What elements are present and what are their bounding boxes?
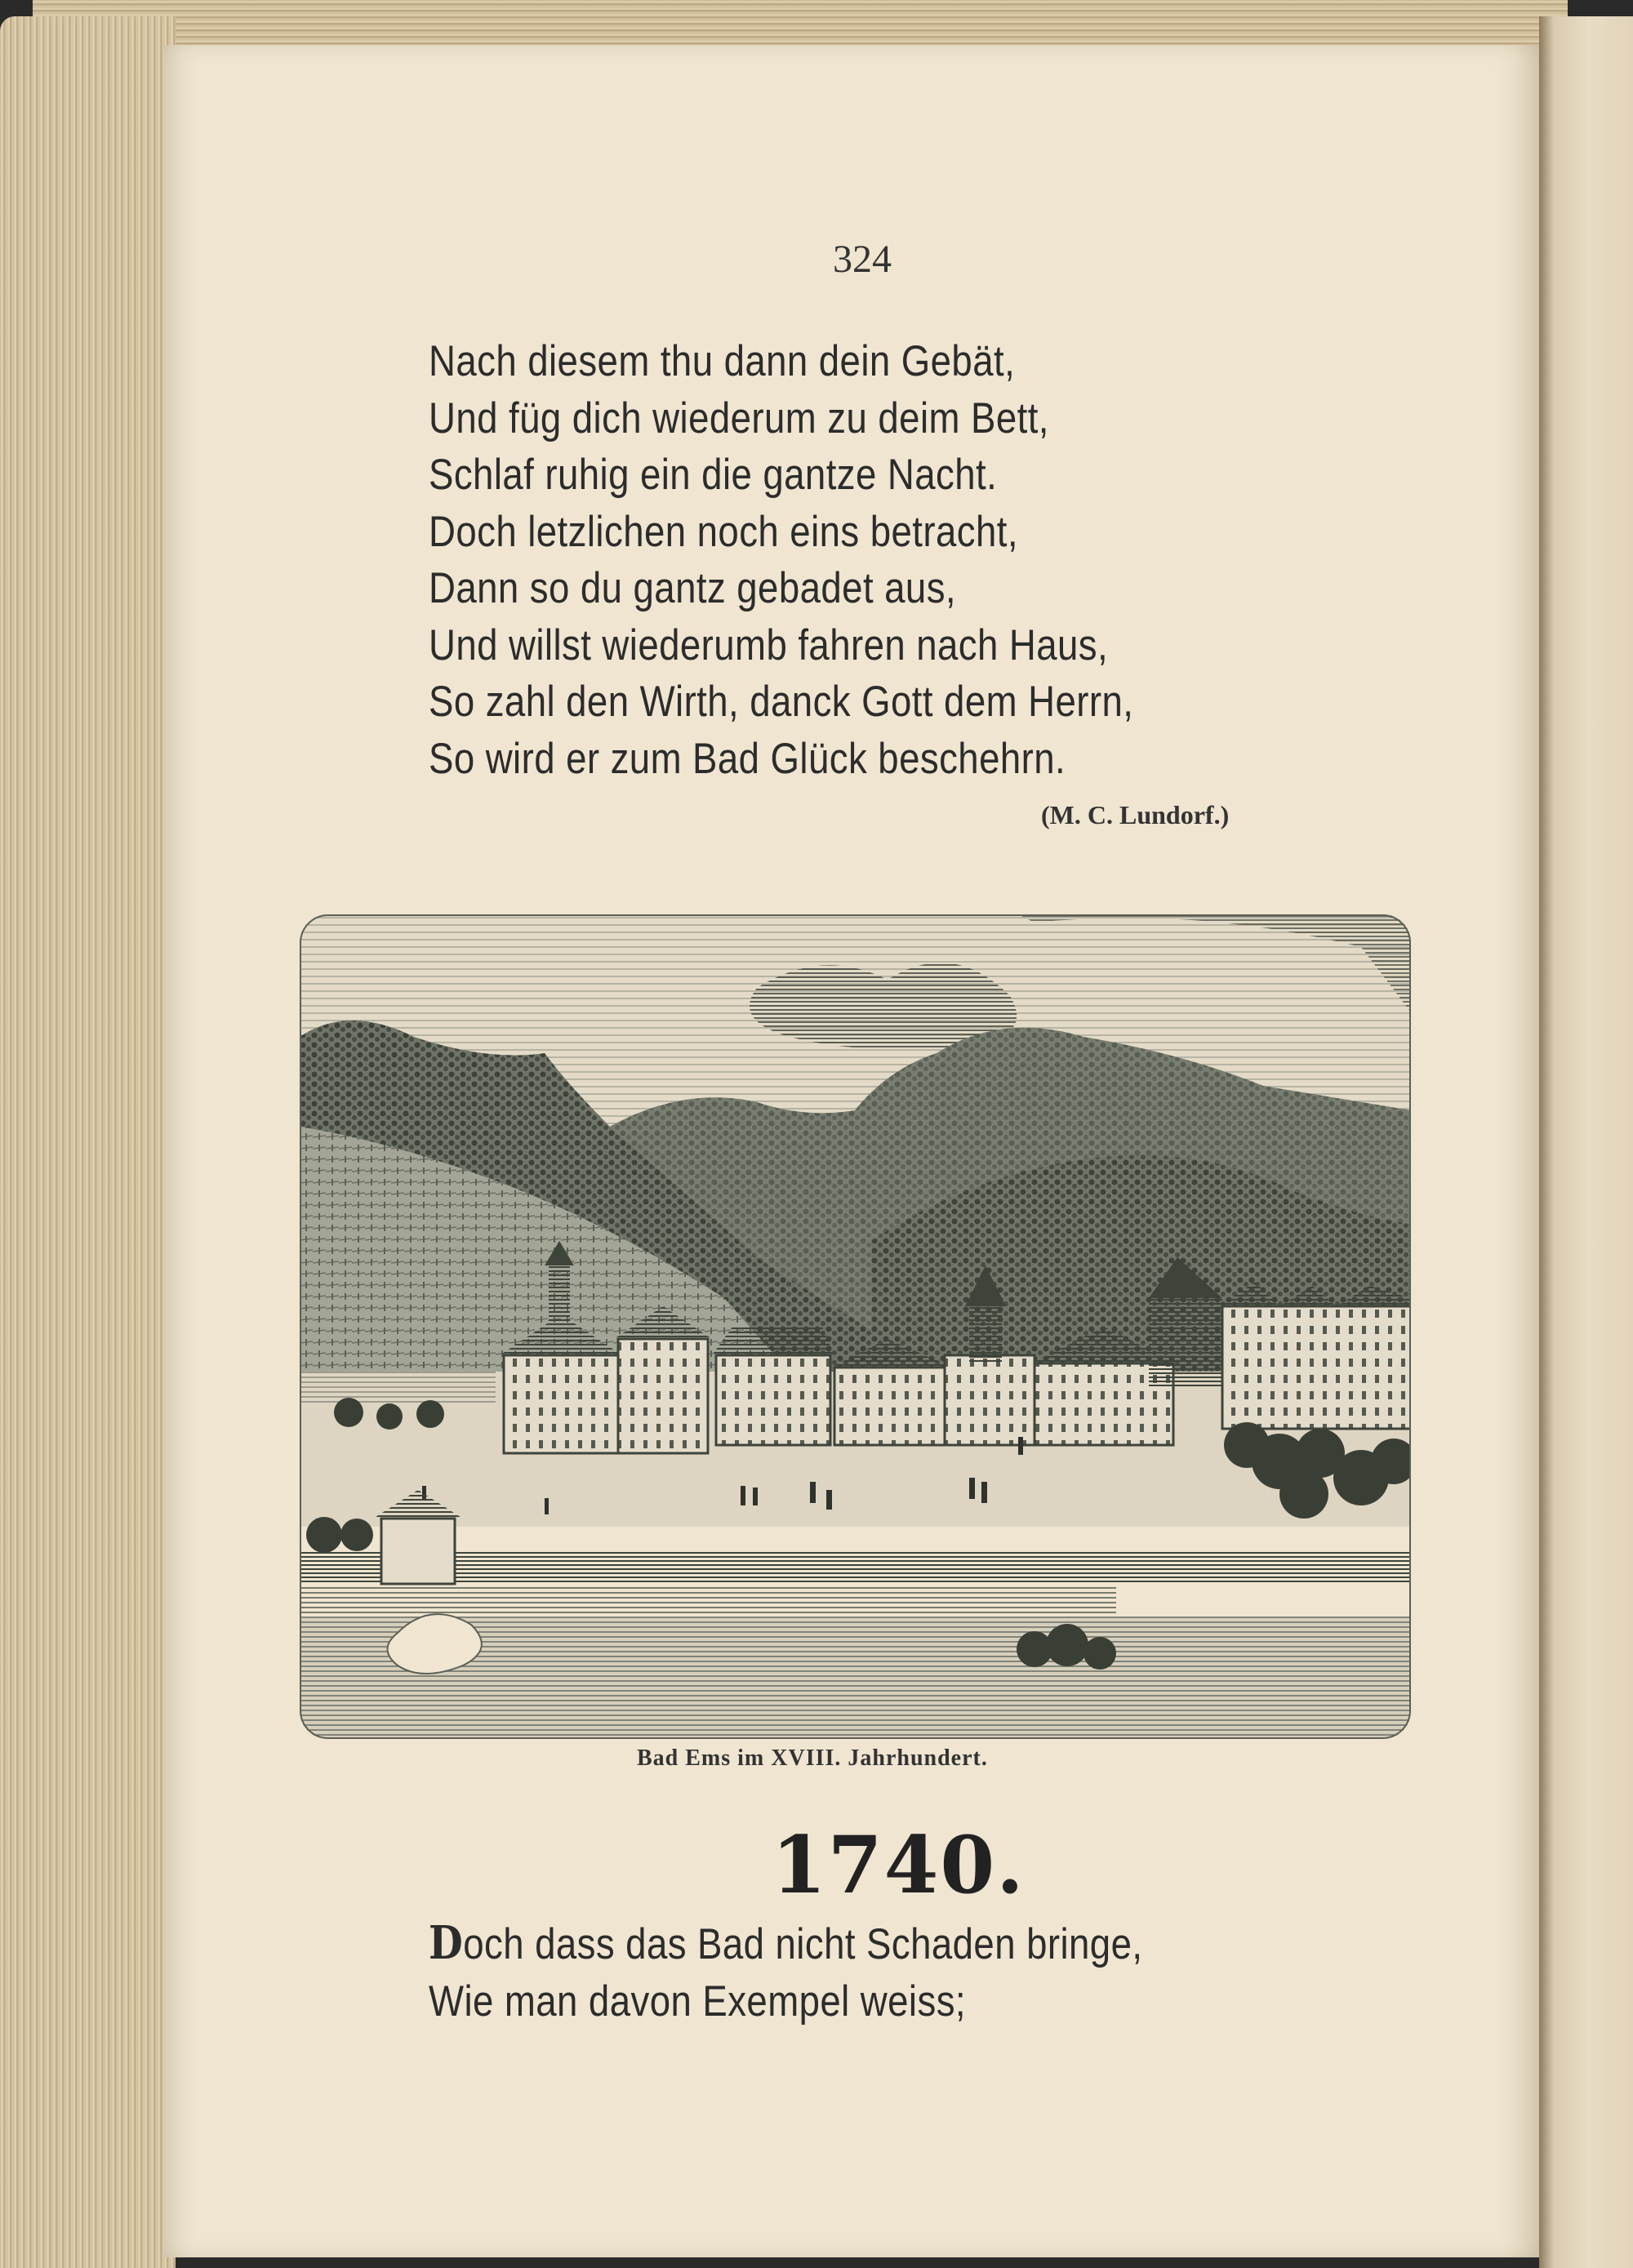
verse-line: Und füg dich wiederum zu deim Bett, xyxy=(429,394,1049,442)
promenade xyxy=(300,1551,1411,1584)
section-year-heading: 1740. xyxy=(772,1819,1026,1911)
verse-line: Doch letzlichen noch eins betracht, xyxy=(429,507,1018,556)
verse-line: Und willst wiederumb fahren nach Haus, xyxy=(429,620,1109,669)
illustration-caption: Bad Ems im XVIII. Jahrhundert. xyxy=(637,1745,988,1771)
town-engraving xyxy=(300,914,1411,1739)
facing-page-edge xyxy=(1539,16,1633,2268)
page-number: 324 xyxy=(833,238,892,281)
verse-line: Dann so du gantz gebadet aus, xyxy=(429,564,957,612)
book-page-edges xyxy=(0,16,176,2268)
drop-initial: D xyxy=(429,1916,464,1970)
verse-line: Wie man davon Exempel weiss; xyxy=(429,1977,967,2026)
verse-line: So zahl den Wirth, danck Gott dem Herrn, xyxy=(429,678,1134,726)
bath-house xyxy=(381,1519,455,1584)
verse-line: Schlaf ruhig ein die gantze Nacht. xyxy=(429,451,998,499)
verse-line-text: och dass das Bad nicht Schaden bringe, xyxy=(463,1920,1143,1968)
verse-line: Nach diesem thu dann dein Gebät, xyxy=(429,337,1016,385)
poem-stanza-2 xyxy=(429,1914,1259,2031)
verse-line: So wird er zum Bad Glück beschehrn. xyxy=(429,734,1066,783)
poem-stanza xyxy=(429,333,1248,787)
poem-attribution: (M. C. Lundorf.) xyxy=(1041,800,1230,829)
verse-line xyxy=(429,1914,1142,1972)
